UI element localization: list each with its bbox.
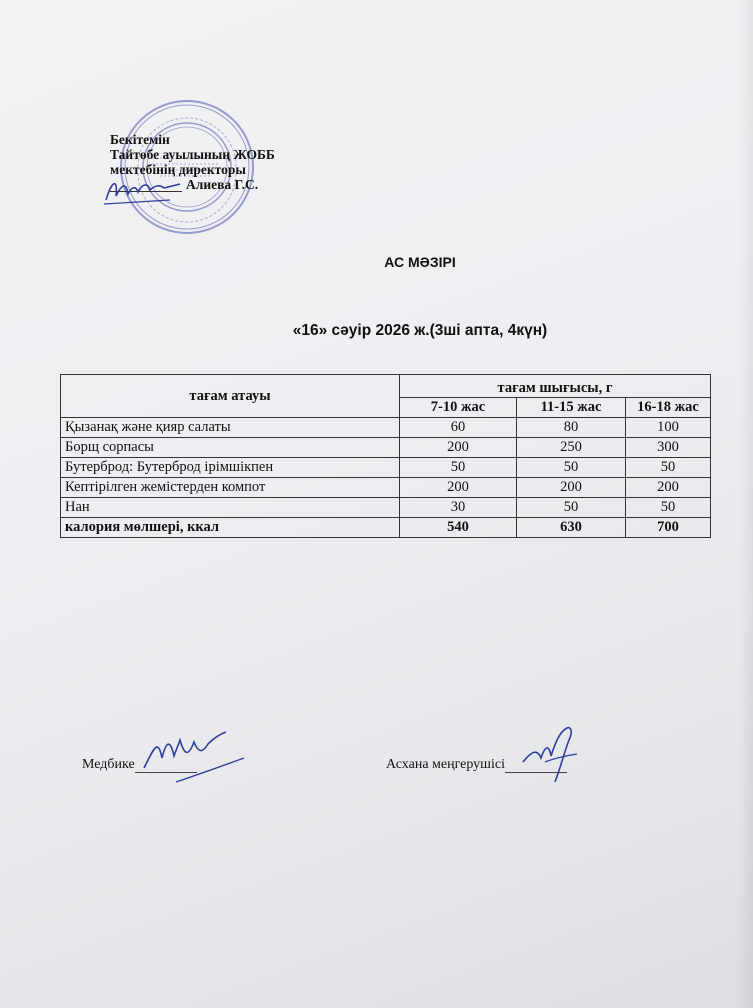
portion-value: 50 <box>626 498 711 518</box>
portion-value: 50 <box>400 458 517 478</box>
table-header-row <box>61 375 711 398</box>
approval-school: Тайтөбе ауылының ЖОББ <box>110 147 275 162</box>
table-row <box>61 498 711 518</box>
page-title: АС МӘЗІРІ <box>384 254 456 270</box>
table-row <box>61 438 711 458</box>
header-age-group: 7-10 жас <box>400 398 517 418</box>
nurse-label: Медбике <box>82 757 135 772</box>
calorie-value: 700 <box>626 518 711 538</box>
portion-value: 250 <box>517 438 626 458</box>
nurse-signature <box>140 728 250 788</box>
dish-name: Қызанақ және қияр салаты <box>61 418 400 438</box>
table-total-row <box>61 518 711 538</box>
table-row <box>61 478 711 498</box>
dish-name: Кептірілген жемістерден компот <box>61 478 400 498</box>
header-age-group: 11-15 жас <box>517 398 626 418</box>
director-name: Алиева Г.С. <box>186 177 259 192</box>
approval-position: мектебінің директоры <box>110 162 246 177</box>
approval-heading: Бекітемін <box>110 132 170 147</box>
portion-value: 60 <box>400 418 517 438</box>
header-dish-name: тағам атауы <box>61 375 400 418</box>
portion-value: 300 <box>626 438 711 458</box>
calorie-value: 630 <box>517 518 626 538</box>
portion-value: 200 <box>517 478 626 498</box>
portion-value: 50 <box>626 458 711 478</box>
total-label: калория мөлшері, ккал <box>61 518 400 538</box>
header-output: тағам шығысы, г <box>400 375 711 398</box>
portion-value: 50 <box>517 498 626 518</box>
calorie-value: 540 <box>400 518 517 538</box>
dish-name: Бутерброд: Бутерброд ірімшікпен <box>61 458 400 478</box>
page-edge-shadow <box>739 0 753 1008</box>
menu-table <box>60 374 711 538</box>
portion-value: 50 <box>517 458 626 478</box>
dish-name: Борщ сорпасы <box>61 438 400 458</box>
portion-value: 100 <box>626 418 711 438</box>
kitchen-signature <box>523 728 571 782</box>
table-row <box>61 418 711 438</box>
portion-value: 200 <box>400 438 517 458</box>
dish-name: Нан <box>61 498 400 518</box>
director-signature <box>100 170 190 210</box>
header-age-group: 16-18 жас <box>626 398 711 418</box>
table-row <box>61 458 711 478</box>
portion-value: 30 <box>400 498 517 518</box>
kitchen-manager-label: Асхана меңгерушісі <box>386 757 505 772</box>
portion-value: 80 <box>517 418 626 438</box>
menu-date: «16» сәуір 2026 ж.(3ші апта, 4күн) <box>292 322 548 339</box>
portion-value: 200 <box>400 478 517 498</box>
portion-value: 200 <box>626 478 711 498</box>
